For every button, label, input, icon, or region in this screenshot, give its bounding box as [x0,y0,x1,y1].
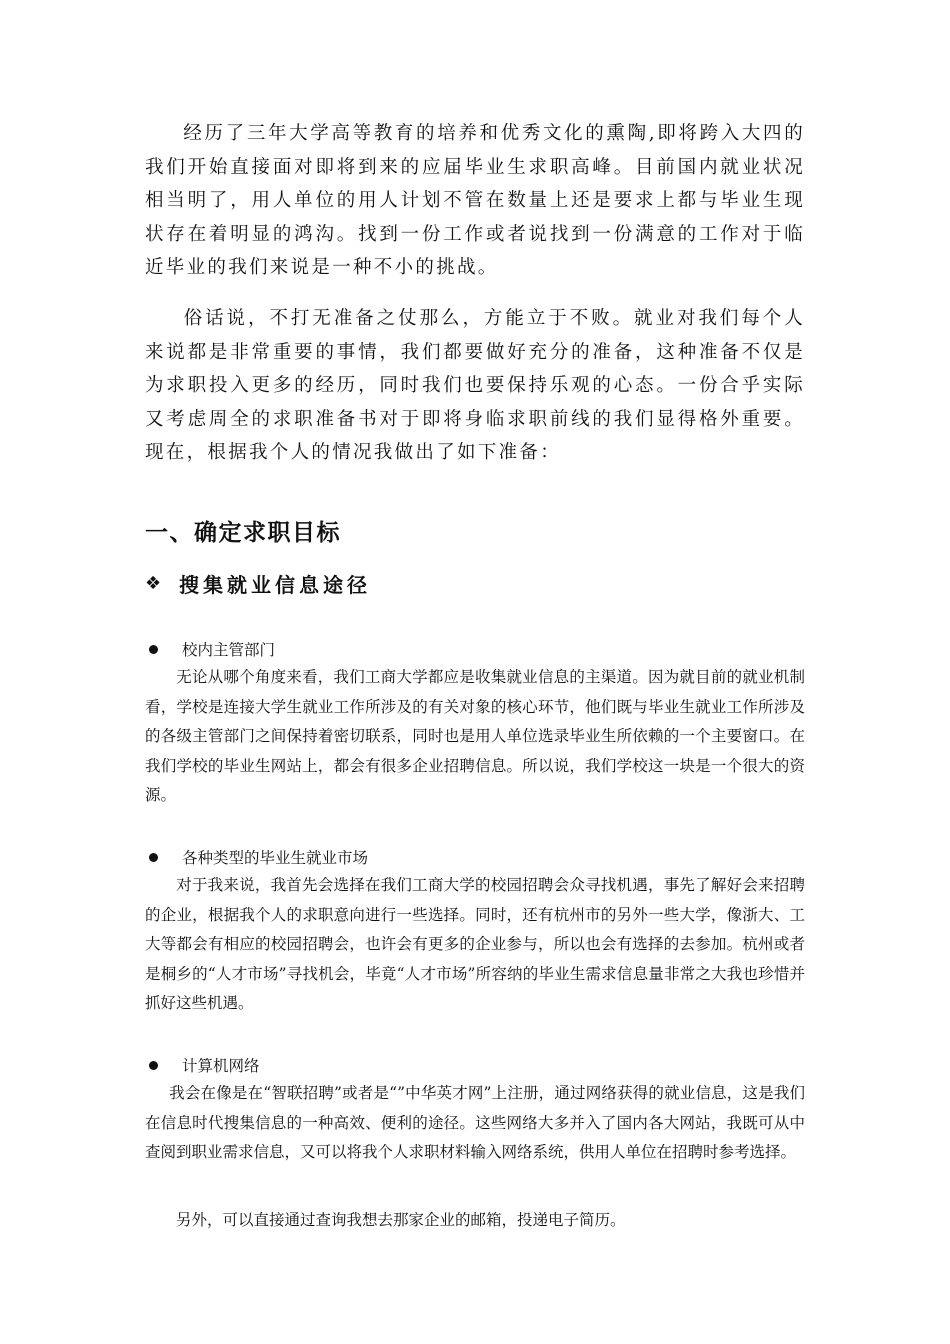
list-item-paragraph-text: 我会在像是在“智联招聘”或者是“”中华英才网”上注册，通过网络获得的就业信息，这是我们在信息时代搜集信息的一种高效、便利的途径。这些网络大多并入了国内各大网站，我既可从中查阅到职业需求信息，又可以将我个人求职材料输入网络系统，供用人单位在招聘时参考选择。 [145,1084,805,1161]
section-heading: 一、确定求职目标 [145,520,341,546]
list-item-paragraph-text: 另外，可以直接通过查询我想去那家企业的邮箱，投递电子简历。 [176,1211,626,1229]
subsection-heading-text: 搜集就业信息途径 [179,573,371,597]
list-item-paragraph [145,1206,805,1236]
list-item-label-text: 各种类型的毕业生就业市场 [182,849,369,867]
subsection-heading [145,569,371,598]
intro-paragraph-2 [145,302,805,470]
list-item-label [145,1054,260,1076]
intro-paragraph-2-text: 俗话说，不打无准备之仗那么，方能立于不败。就业对我们每个人来说都是非常重要的事情，我们都要做好充分的准备，这种准备不仅是为求职投入更多的经历，同时我们也要保持乐观的心态。一份合乎实际又考虑周全的求职准备书对于即将身临求职前线的我们显得格外重要。现在，根据我个人的情况我做出了如下准备： [145,308,805,463]
list-item-label [145,846,368,868]
bullet-dot-icon [149,1061,158,1070]
list-item-label-text: 校内主管部门 [182,641,276,659]
list-item-paragraph-text: 对于我来说，我首先会选择在我们工商大学的校园招聘会众寻找机遇，事先了解好会来招聘的企业，根据我个人的求职意向进行一些选择。同时，还有杭州市的另外一些大学，像浙大、工大等都会有相应的校园招聘会，也许会有更多的企业参与，所以也会有选择的去参加。杭州或者是桐乡的“人才市场”寻找机会，毕竟“人才市场”所容纳的毕业生需求信息量非常之大我也珍惜并抓好这些机遇。 [145,876,805,1012]
list-item-label-text: 计算机网络 [182,1057,260,1075]
list-item-paragraph [145,1079,805,1168]
diamond-bullet-icon: ❖ [145,573,162,594]
bullet-dot-icon [149,645,158,654]
intro-paragraph-1 [145,117,805,285]
list-item-paragraph [145,871,805,1019]
list-item-paragraph [145,663,805,811]
bullet-dot-icon [149,853,158,862]
intro-paragraph-1-text: 经历了三年大学高等教育的培养和优秀文化的熏陶,即将跨入大四的我们开始直接面对即将到来的应届毕业生求职高峰。目前国内就业状况相当明了，用人单位的用人计划不管在数量上还是要求上都与毕业生现状存在着明显的鸿沟。找到一份工作或者说找到一份满意的工作对于临近毕业的我们来说是一种不小的挑战。 [145,123,805,278]
list-item-paragraph-text: 无论从哪个角度来看，我们工商大学都应是收集就业信息的主渠道。因为就目前的就业机制看，学校是连接大学生就业工作所涉及的有关对象的核心环节，他们既与毕业生就业工作所涉及的各级主管部门之间保持着密切联系，同时也是用人单位选录毕业生所依赖的一个主要窗口。在我们学校的毕业生网站上，都会有很多企业招聘信息。所以说，我们学校这一块是一个很大的资源。 [145,668,805,804]
list-item-label [145,638,275,660]
